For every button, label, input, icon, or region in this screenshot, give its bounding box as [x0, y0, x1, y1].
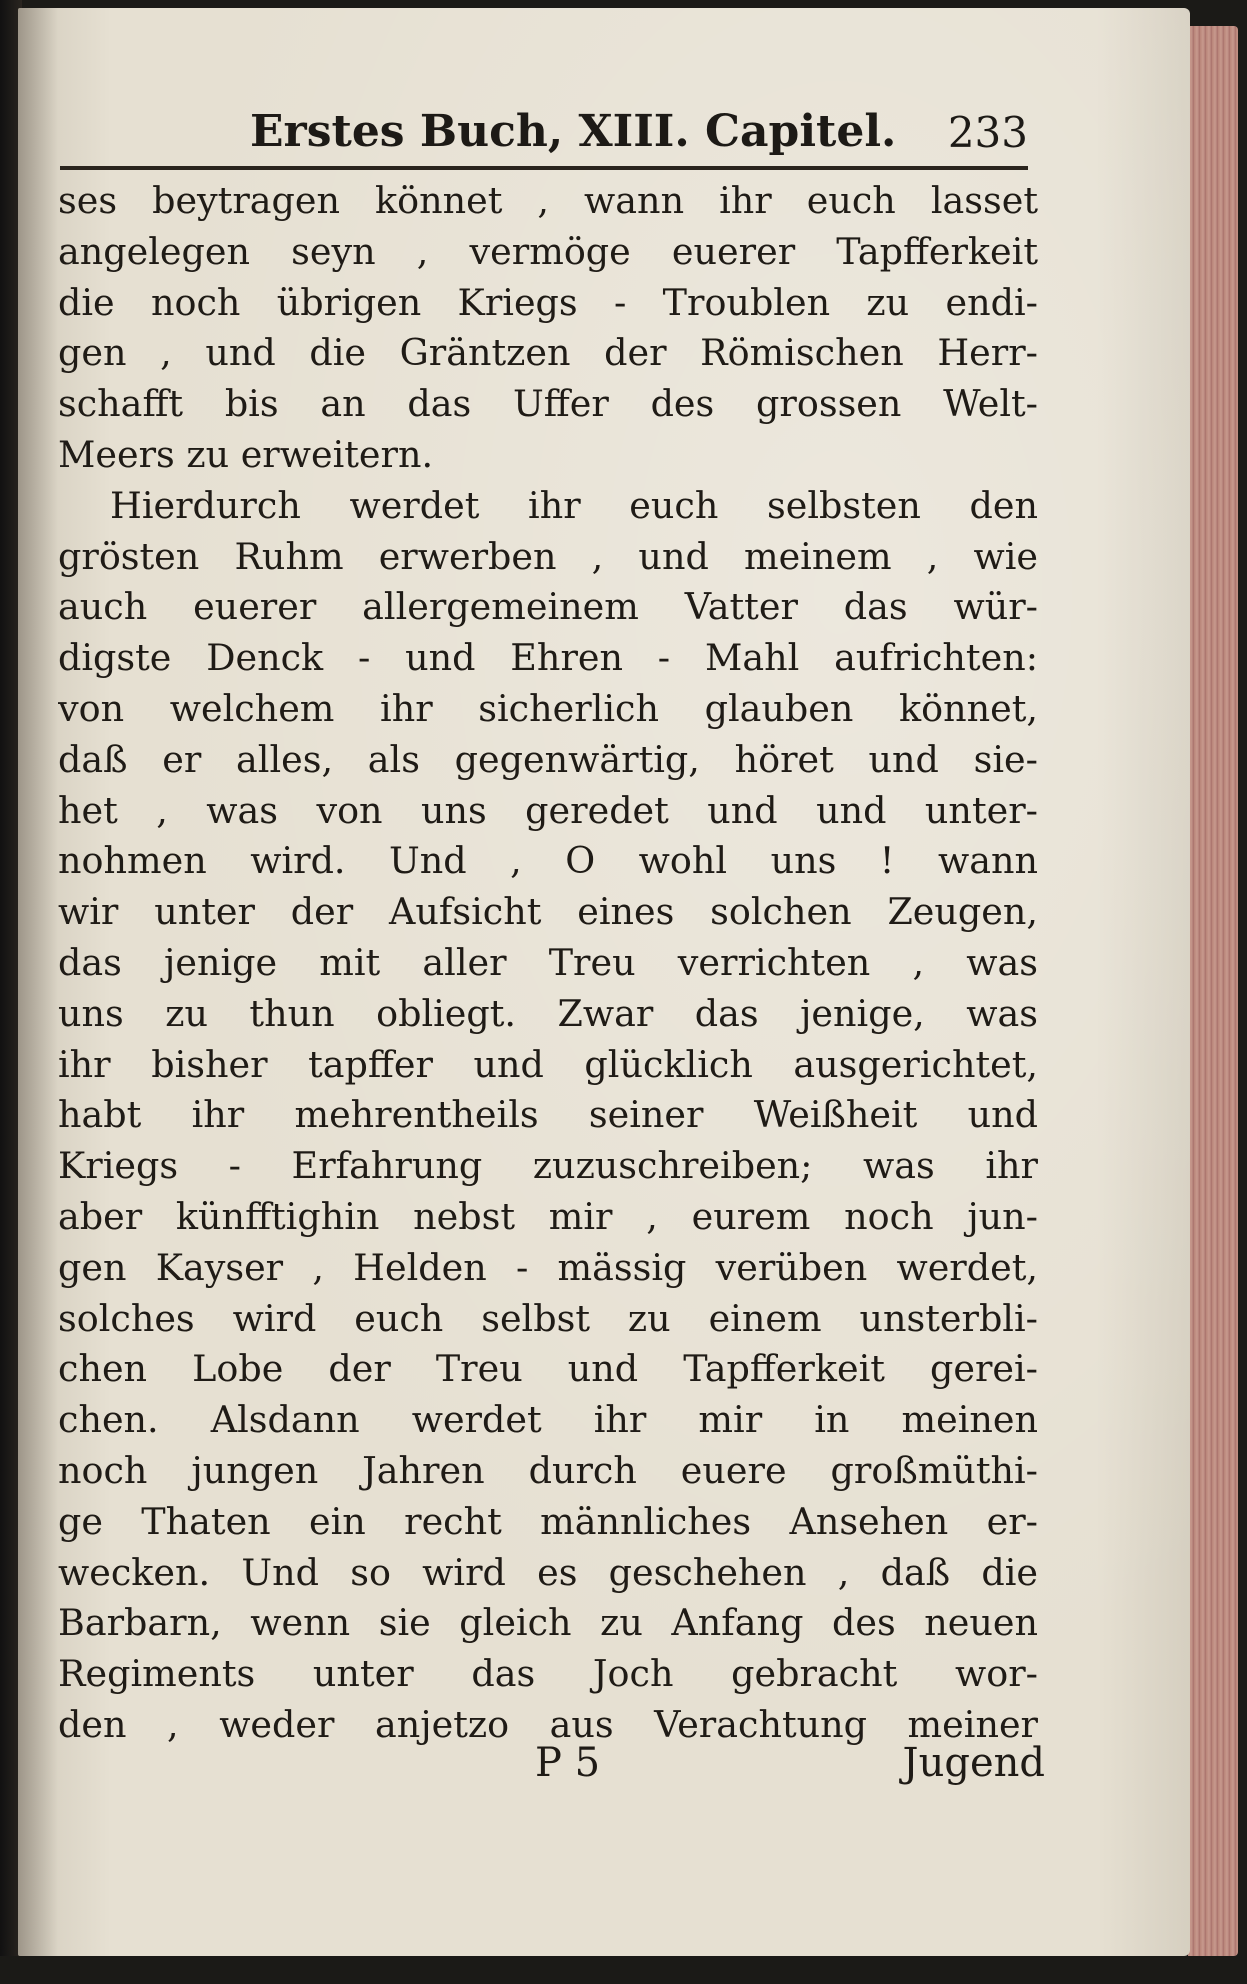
text-line: uns zu thun obliegt. Zwar das jenige, was — [58, 991, 1038, 1035]
page-block-edge — [1188, 26, 1238, 1956]
text-line: wir unter der Aufsicht eines solchen Zeugen, — [58, 890, 1038, 934]
scan-background — [0, 1956, 1247, 1984]
text-line: angelegen seyn , vermöge euerer Tapfferkeit — [58, 229, 1038, 273]
text-line: den , weder anjetzo aus Verachtung meiner — [58, 1702, 1038, 1746]
text-line: daß er alles, als gegenwärtig, höret und sie- — [58, 737, 1038, 781]
text-line: gen , und die Gräntzen der Römischen Herr- — [58, 331, 1038, 375]
page-footer — [60, 1740, 1045, 1800]
text-line: ses beytragen könnet , wann ihr euch lasset — [58, 179, 1038, 222]
catchword: Jugend — [902, 1740, 1045, 1786]
text-line: von welchem ihr sicherlich glauben könnet, — [58, 686, 1038, 730]
text-line: het , was von uns geredet und und unter- — [58, 788, 1038, 832]
signature-mark: P 5 — [535, 1740, 601, 1786]
gutter-shadow — [18, 8, 58, 1956]
text-line: Kriegs - Erfahrung zuzuschreiben; was ihr — [58, 1144, 1038, 1188]
text-line: ihr bisher tapffer und glücklich ausgerichtet, — [58, 1042, 1038, 1086]
page-header — [60, 106, 1028, 166]
text-line: aber künfftighin nebst mir , eurem noch jun- — [58, 1194, 1038, 1238]
text-line: die noch übrigen Kriegs - Troublen zu endi- — [58, 280, 1038, 324]
text-line: das jenige mit aller Treu verrichten , was — [58, 940, 1038, 984]
text-line: grösten Ruhm erwerben , und meinem , wie — [58, 534, 1038, 578]
text-line: nohmen wird. Und , O wohl uns ! wann — [58, 839, 1038, 883]
text-line: wecken. Und so wird es geschehen , daß die — [58, 1550, 1038, 1594]
text-line: noch jungen Jahren durch euere großmüthi- — [58, 1448, 1038, 1492]
text-line: Regiments unter das Joch gebracht wor- — [58, 1652, 1038, 1696]
text-line: digste Denck - und Ehren - Mahl aufrichten: — [58, 636, 1038, 680]
body-text — [58, 176, 1038, 1751]
text-line: Meers zu erweitern. — [58, 432, 434, 476]
page-number: 233 — [947, 108, 1028, 157]
text-line: auch euerer allergemeinem Vatter das wür- — [58, 585, 1038, 629]
text-line: habt ihr mehrentheils seiner Weißheit und — [58, 1093, 1038, 1137]
text-line: solches wird euch selbst zu einem unsterbli- — [58, 1296, 1038, 1340]
text-line: ge Thaten ein recht männliches Ansehen er- — [58, 1499, 1038, 1543]
text-line: schafft bis an das Uffer des grossen Welt- — [58, 382, 1038, 426]
text-line: Barbarn, wenn sie gleich zu Anfang des neuen — [58, 1601, 1038, 1645]
text-line: gen Kayser , Helden - mässig verüben werdet, — [58, 1245, 1038, 1289]
text-line: chen. Alsdann werdet ihr mir in meinen — [58, 1398, 1038, 1442]
header-rule — [60, 166, 1028, 170]
running-title: Erstes Buch, XIII. Capitel. — [250, 106, 897, 157]
text-line: chen Lobe der Treu und Tapfferkeit gerei- — [58, 1347, 1038, 1391]
text-line: Hierdurch werdet ihr euch selbsten den — [110, 483, 1038, 527]
